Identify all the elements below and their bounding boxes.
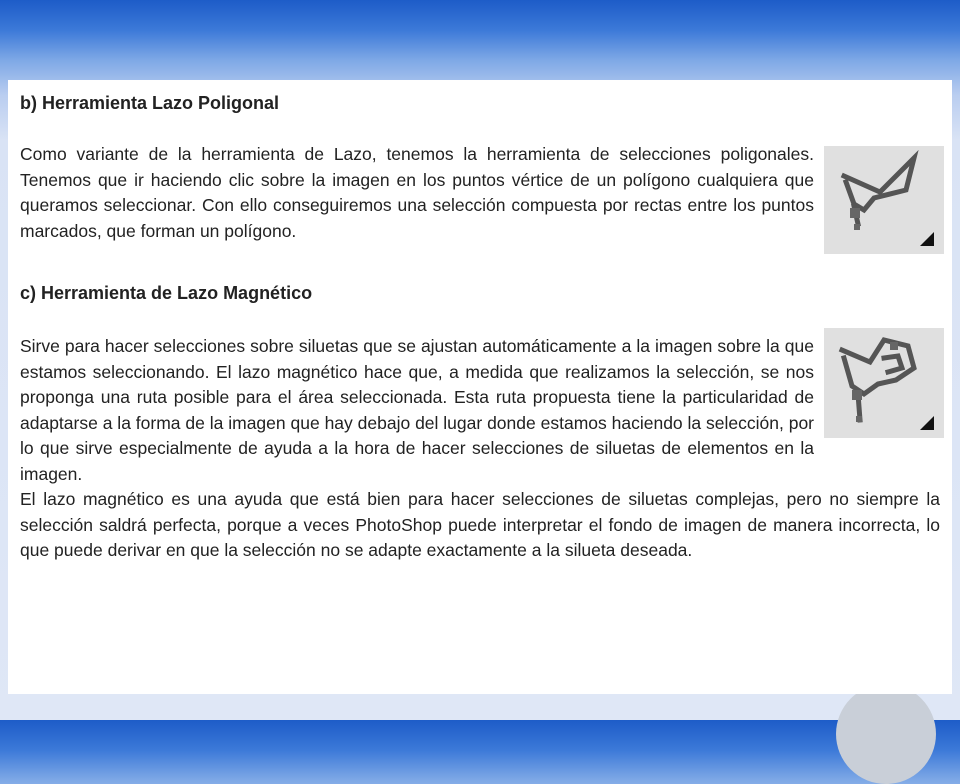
section-b-paragraph: Como variante de la herramienta de Lazo, tenemos la herramienta de selecciones poligonales. Tenemos que ir haciendo clic sobre la imagen en los puntos vértice de un polígono cualquiera que queramos seleccionar. Con ello conseguiremos una selección compuesta por rectas entre los puntos marcados, que forman un polígono.: [20, 144, 814, 241]
magnetic-lasso-icon: [824, 328, 944, 438]
section-c-heading: c) Herramienta de Lazo Magnético: [20, 283, 313, 303]
polygonal-lasso-icon: [824, 146, 944, 254]
document-page: [8, 80, 952, 694]
decorative-circle: [836, 684, 936, 784]
section-c-paragraph-2: El lazo magnético es una ayuda que está bien para hacer selecciones de siluetas complejas, pero no siempre la selección saldrá perfecta, porque a veces PhotoShop puede interpretar el fondo de imagen de manera incorrecta, lo que puede derivar en que la selección no se adapte exactamente a la silueta deseada.: [20, 489, 940, 560]
section-c-paragraph: Sirve para hacer selecciones sobre siluetas que se ajustan automáticamente a la imagen sobre la que estamos seleccionando. El lazo magnético hace que, a medida que realizamos la selección, se nos proponga una ruta posible para el área seleccionada. Esta ruta propuesta tiene la particularidad de adaptarse a la forma de la imagen que hay debajo del lugar donde estamos haciendo la selección, por lo que sirve especialmente de ayuda a la hora de hacer selecciones de siluetas de elementos en la imagen.: [20, 336, 814, 484]
section-b-heading: b) Herramienta Lazo Poligonal: [20, 93, 280, 113]
